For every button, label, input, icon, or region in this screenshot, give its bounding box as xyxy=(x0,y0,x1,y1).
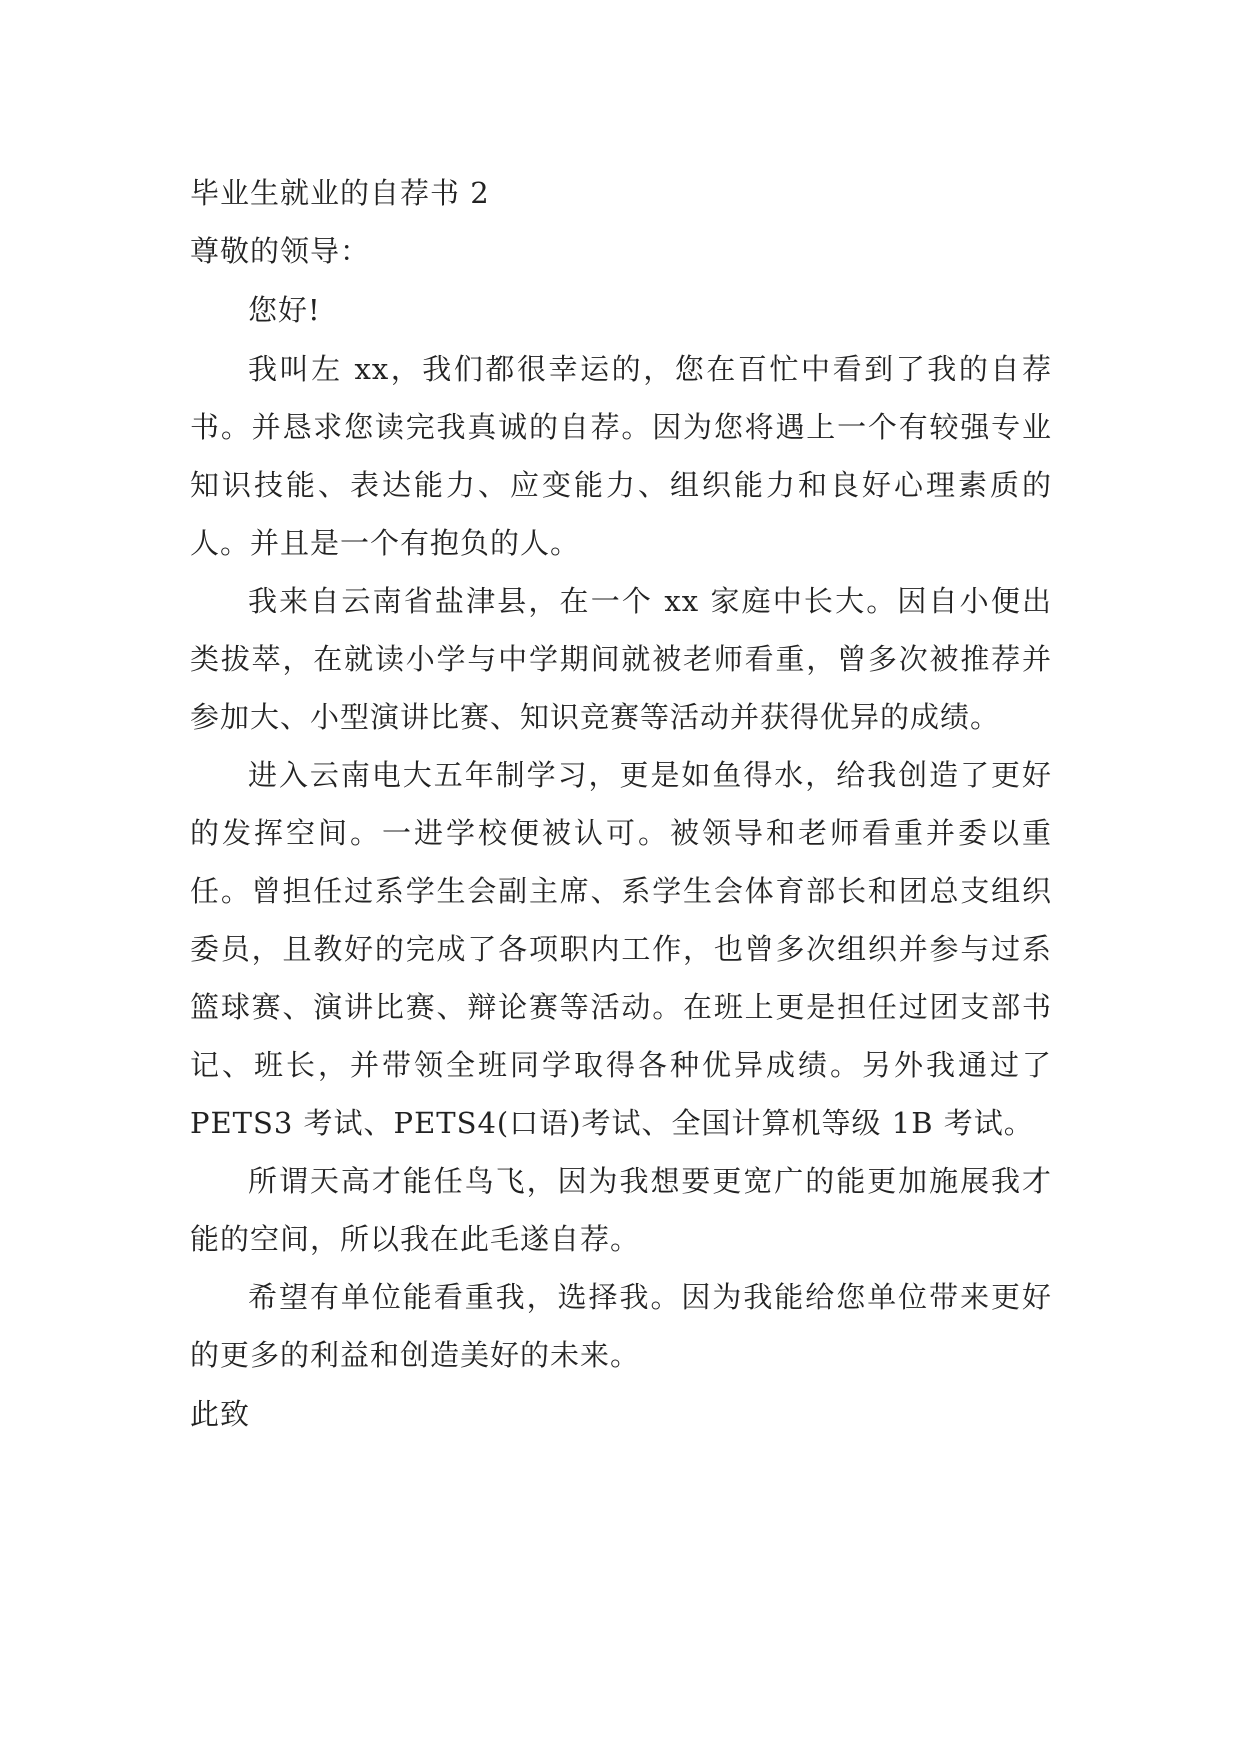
paragraph-motivation: 所谓天高才能任鸟飞，因为我想要更宽广的能更加施展我才能的空间，所以我在此毛遂自荐。 xyxy=(190,1164,1052,1256)
greeting: 您好! xyxy=(248,293,321,327)
paragraph-introduction: 我叫左 xx，我们都很幸运的，您在百忙中看到了我的自荐书。并恳求您读完我真诚的自荐。因为您将遇上一个有较强专业知识技能、表达能力、应变能力、组织能力和良好心理素质的人。并且是一个有抱负的人。 xyxy=(190,352,1052,560)
document-title: 毕业生就业的自荐书 2 xyxy=(190,176,490,210)
salutation: 尊敬的领导： xyxy=(190,234,371,268)
paragraph-hope: 希望有单位能看重我，选择我。因为我能给您单位带来更好的更多的利益和创造美好的未来。 xyxy=(190,1280,1052,1372)
paragraph-education: 进入云南电大五年制学习，更是如鱼得水，给我创造了更好的发挥空间。一进学校便被认可。被领导和老师看重并委以重任。曾担任过系学生会副主席、系学生会体育部长和团总支组织委员，且教好的完成了各项职内工作，也曾多次组织并参与过系篮球赛、演讲比赛、辩论赛等活动。在班上更是担任过团支部书记、班长，并带领全班同学取得各种优异成绩。另外我通过了 PETS3 考试、PETS4(口语)考试、全国计算机等级 1B 考试。 xyxy=(190,758,1052,1140)
letter-body xyxy=(190,164,1052,1444)
closing: 此致 xyxy=(190,1397,251,1431)
paragraph-background: 我来自云南省盐津县，在一个 xx 家庭中长大。因自小便出类拔萃，在就读小学与中学期间就被老师看重，曾多次被推荐并参加大、小型演讲比赛、知识竞赛等活动并获得优异的成绩。 xyxy=(190,584,1052,734)
